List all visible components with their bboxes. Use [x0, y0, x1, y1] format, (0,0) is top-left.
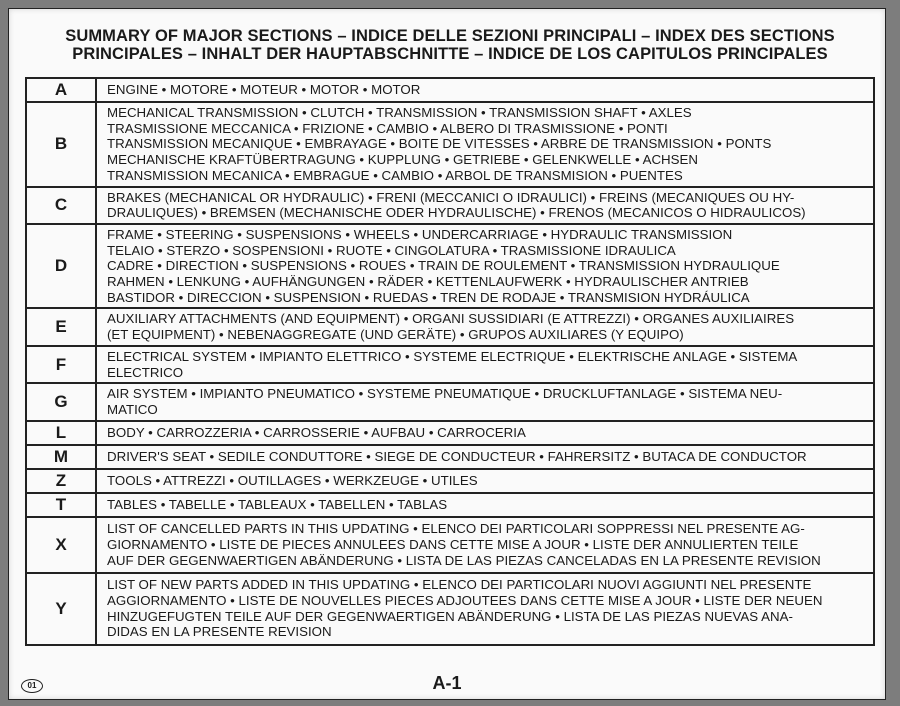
section-row	[26, 187, 874, 224]
section-row	[26, 445, 874, 469]
section-row	[26, 224, 874, 309]
section-letter: D	[26, 224, 96, 309]
section-row	[26, 421, 874, 445]
section-description-line: TELAIO • STERZO • SOSPENSIONI • RUOTE • CINGOLATURA • TRASMISSIONE IDRAULICA	[107, 242, 676, 258]
section-description-line: TOOLS • ATTREZZI • OUTILLAGES • WERKZEUGE • UTILES	[107, 472, 478, 488]
section-row	[26, 493, 874, 517]
document-page	[8, 8, 886, 700]
section-description	[96, 383, 874, 420]
section-description	[96, 517, 874, 573]
section-description-line: BODY • CARROZZERIA • CARROSSERIE • AUFBAU • CARROCERIA	[107, 424, 526, 440]
section-description	[96, 346, 874, 383]
section-row	[26, 469, 874, 493]
section-description	[96, 78, 874, 102]
page-title	[29, 27, 871, 63]
section-description-line: HINZUGEFUGTEN TEILE AUF DER GEGENWAERTIGEN ABÄNDERUNG • LISTA DE LAS PIEZAS NUEVAS ANA-	[107, 608, 793, 624]
section-description-line: ELECTRICAL SYSTEM • IMPIANTO ELETTRICO • SYSTEME ELECTRIQUE • ELEKTRISCHE ANLAGE • SISTEMA	[107, 348, 798, 364]
section-description-line: TRANSMISSION MECANICA • EMBRAGUE • CAMBIO • ARBOL DE TRANSMISION • PUENTES	[107, 167, 683, 183]
section-row	[26, 78, 874, 102]
section-description-line: MECHANISCHE KRAFTÜBERTRAGUNG • KUPPLUNG • GETRIEBE • GELENKWELLE • ACHSEN	[107, 152, 698, 168]
section-letter: A	[26, 78, 96, 102]
section-description	[96, 224, 874, 309]
section-description-line: TABLES • TABELLE • TABLEAUX • TABELLEN • TABLAS	[107, 496, 448, 512]
publisher-logo-badge: 01	[21, 679, 43, 693]
section-description-line: ELECTRICO	[107, 364, 184, 380]
page-number: A-1	[432, 673, 462, 693]
section-description	[96, 187, 874, 224]
section-description-line: BASTIDOR • DIRECCION • SUSPENSION • RUEDAS • TREN DE RODAJE • TRANSMISION HYDRÁULICA	[107, 289, 750, 305]
section-description	[96, 493, 874, 517]
section-letter: X	[26, 517, 96, 573]
section-description-line: GIORNAMENTO • LISTE DE PIECES ANNULEES DANS CETTE MISE A JOUR • LISTE DER ANNULIERTEN TEILE	[107, 536, 799, 552]
section-row	[26, 308, 874, 345]
section-description	[96, 308, 874, 345]
section-description-line: AUF DER GEGENWAERTIGEN ABÄNDERUNG • LISTA DE LAS PIEZAS CANCELADAS EN LA PRESENTE REVISION	[107, 552, 821, 568]
section-description-line: LIST OF CANCELLED PARTS IN THIS UPDATING • ELENCO DEI PARTICOLARI SOPPRESSI NEL PRESENTE AG-	[107, 521, 805, 537]
section-description	[96, 469, 874, 493]
section-description	[96, 421, 874, 445]
section-description-line: DIDAS EN LA PRESENTE REVISION	[107, 624, 332, 640]
section-row	[26, 102, 874, 187]
section-description	[96, 573, 874, 645]
section-description-line: AIR SYSTEM • IMPIANTO PNEUMATICO • SYSTEME PNEUMATIQUE • DRUCKLUFTANLAGE • SISTEMA NEU-	[107, 386, 783, 402]
section-row	[26, 346, 874, 383]
section-description	[96, 445, 874, 469]
section-description-line: MECHANICAL TRANSMISSION • CLUTCH • TRANSMISSION • TRANSMISSION SHAFT • AXLES	[107, 105, 692, 120]
section-letter: C	[26, 187, 96, 224]
section-row	[26, 517, 874, 573]
sections-table-body	[26, 78, 874, 645]
section-description-line: TRASMISSIONE MECCANICA • FRIZIONE • CAMBIO • ALBERO DI TRASMISSIONE • PONTI	[107, 120, 668, 136]
section-row	[26, 383, 874, 420]
section-description-line: DRAULIQUES) • BREMSEN (MECHANISCHE ODER HYDRAULISCHE) • FRENOS (MECANICOS O HIDRAULICOS)	[107, 205, 806, 221]
section-description-line: MATICO	[107, 401, 158, 417]
section-row	[26, 573, 874, 645]
section-description-line: DRIVER'S SEAT • SEDILE CONDUTTORE • SIEGE DE CONDUCTEUR • FAHRERSITZ • BUTACA DE CONDUCTOR	[107, 448, 807, 464]
section-description-line: ENGINE • MOTORE • MOTEUR • MOTOR • MOTOR	[107, 82, 421, 98]
section-description-line: FRAME • STEERING • SUSPENSIONS • WHEELS • UNDERCARRIAGE • HYDRAULIC TRANSMISSION	[107, 226, 733, 242]
section-description-line: CADRE • DIRECTION • SUSPENSIONS • ROUES • TRAIN DE ROULEMENT • TRANSMISSION HYDRAULIQUE	[107, 258, 780, 274]
section-letter: G	[26, 383, 96, 420]
section-letter: B	[26, 102, 96, 187]
section-letter: E	[26, 308, 96, 345]
section-letter: L	[26, 421, 96, 445]
section-description-line: LIST OF NEW PARTS ADDED IN THIS UPDATING • ELENCO DEI PARTICOLARI NUOVI AGGIUNTI NEL PRESENTE	[107, 577, 812, 593]
title-line-1: SUMMARY OF MAJOR SECTIONS – INDICE DELLE SEZIONI PRINCIPALI – INDEX DES SECTIONS	[65, 27, 835, 45]
section-description	[96, 102, 874, 187]
section-description-line: AUXILIARY ATTACHMENTS (AND EQUIPMENT) • ORGANI SUSSIDIARI (E ATTREZZI) • ORGANES AUXILIAIRES	[107, 311, 795, 327]
section-letter: Z	[26, 469, 96, 493]
section-letter: M	[26, 445, 96, 469]
section-description-line: (ET EQUIPMENT) • NEBENAGGREGATE (UND GERÄTE) • GRUPOS AUXILIARES (Y EQUIPO)	[107, 327, 684, 343]
section-letter: Y	[26, 573, 96, 645]
section-letter: F	[26, 346, 96, 383]
section-description-line: BRAKES (MECHANICAL OR HYDRAULIC) • FRENI (MECCANICI O IDRAULICI) • FREINS (MECANIQUES OU HY-	[107, 189, 795, 205]
section-letter: T	[26, 493, 96, 517]
title-line-2: PRINCIPALES – INHALT DER HAUPTABSCHNITTE – INDICE DE LOS CAPITULOS PRINCIPALES	[72, 45, 828, 63]
section-description-line: TRANSMISSION MECANIQUE • EMBRAYAGE • BOITE DE VITESSES • ARBRE DE TRANSMISSION • PONTS	[107, 136, 772, 152]
section-description-line: AGGIORNAMENTO • LISTE DE NOUVELLES PIECES ADJOUTEES DANS CETTE MISE A JOUR • LISTE DER NEUEN	[107, 592, 823, 608]
section-description-line: RAHMEN • LENKUNG • AUFHÄNGUNGEN • RÄDER • KETTENLAUFWERK • HYDRAULISCHER ANTRIEB	[107, 274, 749, 290]
sections-table	[25, 77, 875, 646]
